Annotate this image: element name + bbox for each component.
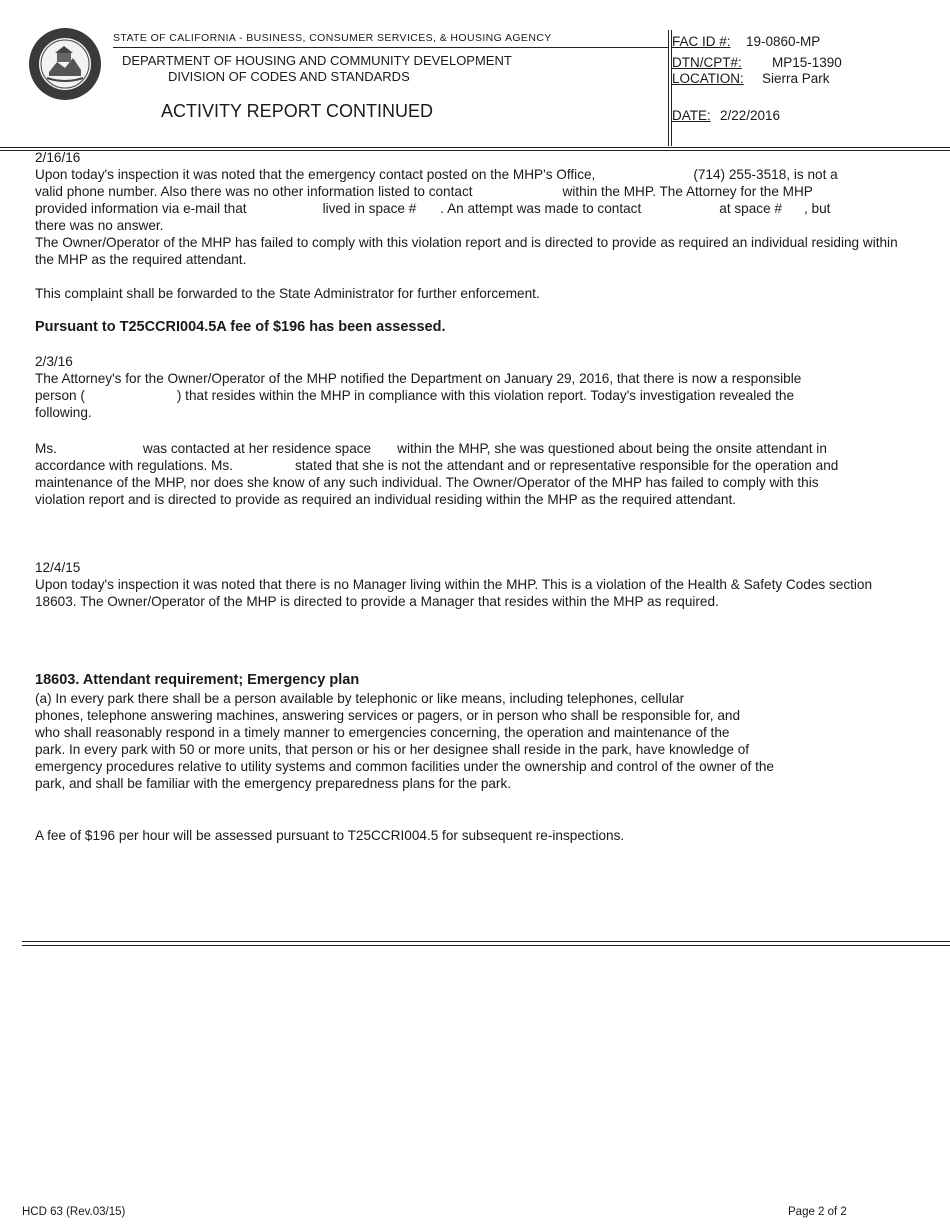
text-run: lived in space # bbox=[322, 201, 417, 216]
text-run: , but bbox=[804, 201, 831, 216]
entry-paragraph: The Owner/Operator of the MHP has failed to comply with this violation report and is directed to provide as required an individual residing within the MHP as the required attendant. bbox=[35, 235, 898, 267]
reinspection-fee-notice: A fee of $196 per hour will be assessed pursuant to T25CCRI004.5 for subsequent re-inspections. bbox=[35, 828, 625, 843]
text-run: there was no answer. bbox=[35, 218, 164, 233]
entry-paragraph bbox=[35, 166, 905, 234]
dtn-label: DTN/CPT#: bbox=[672, 55, 742, 70]
dtn-value: MP15-1390 bbox=[772, 55, 842, 70]
text-run: accordance with regulations. Ms. bbox=[35, 458, 233, 473]
entry-paragraph-contact bbox=[35, 440, 905, 508]
code-line: phones, telephone answering machines, answering services or pagers, or in person who shall be responsible for, and bbox=[35, 708, 741, 723]
code-text bbox=[35, 690, 905, 792]
entry-2-3-16 bbox=[35, 353, 905, 421]
forward-notice: This complaint shall be forwarded to the State Administrator for further enforcement. bbox=[35, 286, 540, 301]
text-run: The Attorney's for the Owner/Operator of the MHP notified the Department on January 29, 2016, that there is now a responsible bbox=[35, 371, 802, 386]
division-name: DIVISION OF CODES AND STANDARDS bbox=[168, 69, 410, 84]
text-run: within the MHP, she was questioned about being the onsite attendant in bbox=[397, 441, 827, 456]
text-run: provided information via e-mail that bbox=[35, 201, 247, 216]
text-run: ) that resides within the MHP in compliance with this violation report. Today's investigation revealed the bbox=[176, 388, 795, 403]
fac-id-label: FAC ID #: bbox=[672, 34, 731, 49]
text-run: valid phone number. Also there was no other information listed to contact bbox=[35, 184, 473, 199]
text-run: at space # bbox=[719, 201, 782, 216]
text-run: . An attempt was made to contact bbox=[440, 201, 642, 216]
header-divider bbox=[668, 30, 669, 146]
fee-assessed-notice: Pursuant to T25CCRI004.5A fee of $196 has been assessed. bbox=[35, 319, 446, 335]
code-line: (a) In every park there shall be a person available by telephonic or like means, including telephones, cellular bbox=[35, 691, 685, 706]
report-title: ACTIVITY REPORT CONTINUED bbox=[161, 101, 434, 121]
code-line: park, and shall be familiar with the emergency preparedness plans for the park. bbox=[35, 776, 512, 791]
location-label: LOCATION: bbox=[672, 71, 744, 86]
department-name: DEPARTMENT OF HOUSING AND COMMUNITY DEVELOPMENT bbox=[122, 53, 512, 68]
code-line: park. In every park with 50 or more units, that person or his or her designee shall reside in the park, have knowledge of bbox=[35, 742, 750, 757]
entry-paragraph: Upon today's inspection it was noted that there is no Manager living within the MHP. This is a violation of the Health & Safety Codes section 18603. The Owner/Operator of the MHP is directed to provide a Manager that resides within the MHP as required. bbox=[35, 577, 873, 609]
text-run: Upon today's inspection it was noted that the emergency contact posted on the MHP's Office, bbox=[35, 167, 596, 182]
entry-paragraph bbox=[35, 370, 905, 421]
text-run: stated that she is not the attendant and or representative responsible for the operation and bbox=[294, 458, 839, 473]
phone-number: (714) 255-3518, is not a bbox=[693, 167, 838, 182]
page-number: Page 2 of 2 bbox=[788, 1206, 847, 1218]
text-run: following. bbox=[35, 405, 92, 420]
text-run: was contacted at her residence space bbox=[142, 441, 372, 456]
agency-name: STATE OF CALIFORNIA - BUSINESS, CONSUMER SERVICES, & HOUSING AGENCY bbox=[113, 32, 552, 44]
text-run: person ( bbox=[35, 388, 85, 403]
agency-rule bbox=[113, 47, 668, 48]
footer-rule bbox=[22, 941, 950, 942]
text-run: maintenance of the MHP, nor does she know of any such individual. The Owner/Operator of the MHP has failed to comply with this bbox=[35, 475, 819, 490]
fac-id-value: 19-0860-MP bbox=[746, 34, 821, 49]
form-number: HCD 63 (Rev.03/15) bbox=[22, 1206, 126, 1218]
entry-date: 12/4/15 bbox=[35, 560, 81, 575]
date-value: 2/22/2016 bbox=[720, 108, 781, 123]
footer-rule-double bbox=[22, 945, 950, 946]
date-label: DATE: bbox=[672, 108, 711, 123]
code-heading: 18603. Attendant requirement; Emergency plan bbox=[35, 672, 360, 688]
text-run: violation report and is directed to provide as required an individual residing within the MHP as the required attendant. bbox=[35, 492, 736, 507]
text-run: Ms. bbox=[35, 441, 57, 456]
code-line: emergency procedures relative to utility systems and common facilities under the ownership and control of the owner of the bbox=[35, 759, 774, 774]
state-seal-icon bbox=[27, 26, 103, 102]
header-rule bbox=[0, 147, 950, 148]
text-run: within the MHP. The Attorney for the MHP bbox=[562, 184, 813, 199]
entry-date: 2/3/16 bbox=[35, 354, 73, 369]
entry-2-16-16 bbox=[35, 149, 905, 268]
code-line: who shall reasonably respond in a timely manner to emergencies concerning, the operation and maintenance of the bbox=[35, 725, 730, 740]
entry-12-4-15 bbox=[35, 559, 905, 610]
entry-date: 2/16/16 bbox=[35, 150, 81, 165]
location-value: Sierra Park bbox=[762, 71, 830, 86]
